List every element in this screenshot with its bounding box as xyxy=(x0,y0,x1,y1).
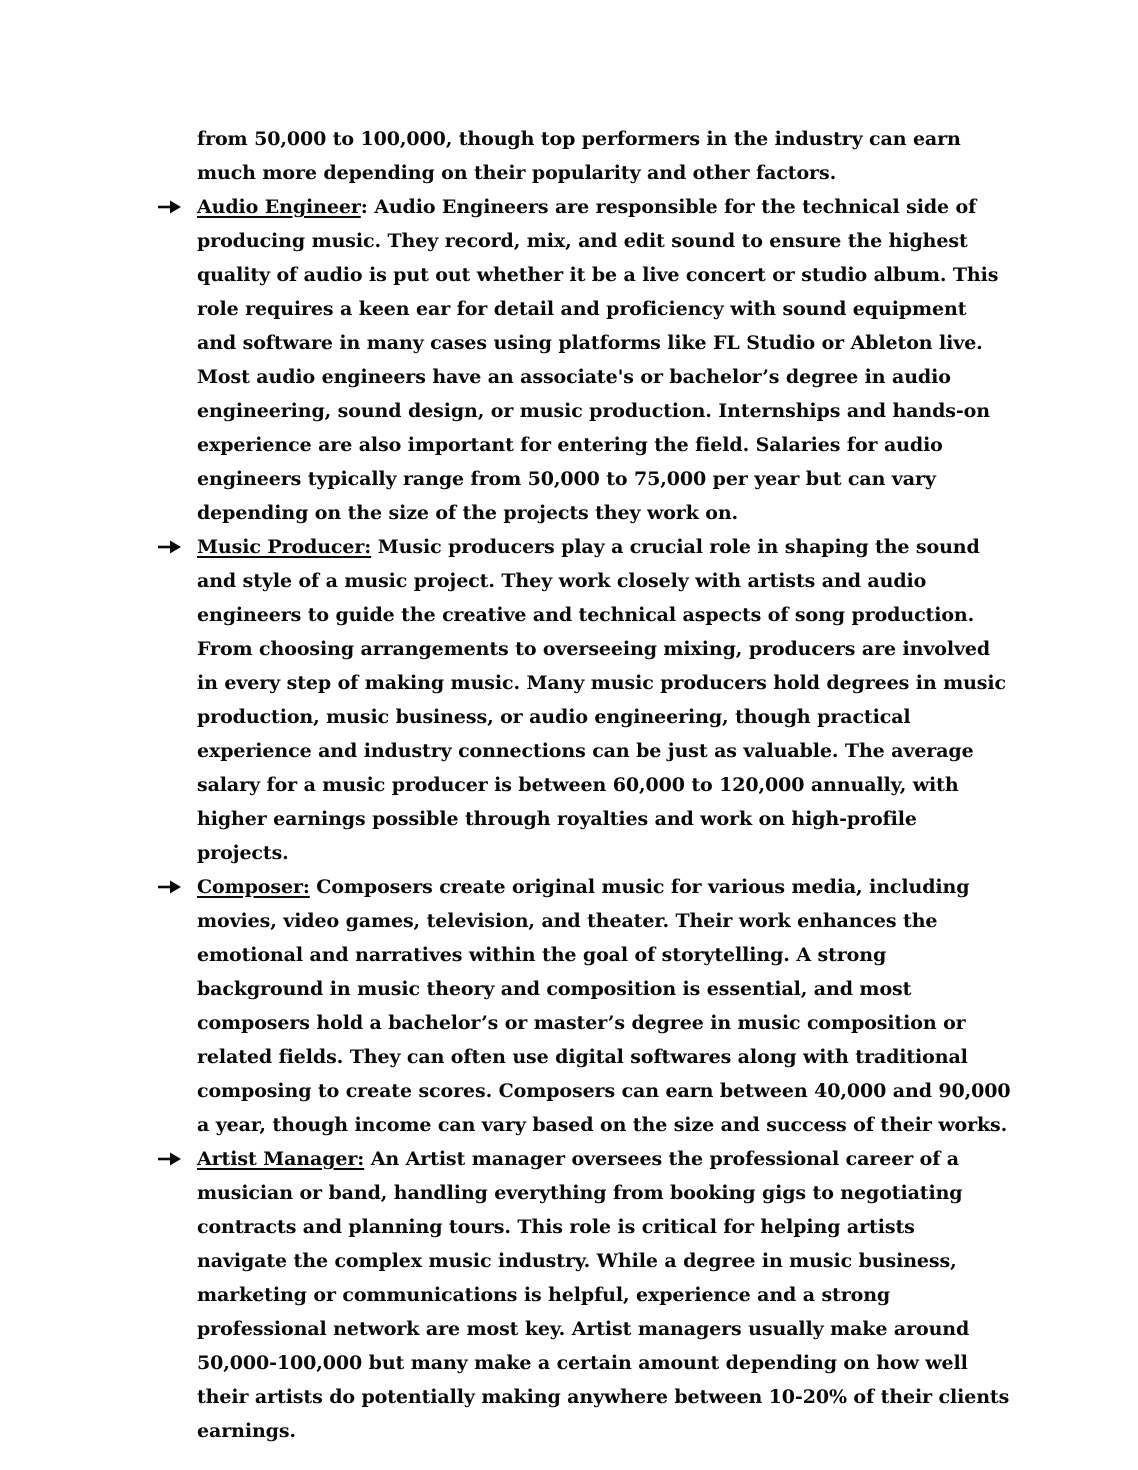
arrow-bullet-icon xyxy=(157,538,183,556)
term-composer: Composer: xyxy=(197,876,310,898)
continuation-text: from 50,000 to 100,000, though top performers in the industry can earn much more depending on their popularity and other factors. xyxy=(197,128,961,184)
list-item-audio-engineer xyxy=(197,190,1011,530)
list-item-music-producer xyxy=(197,530,1011,870)
bullet-body-text: Music producers play a crucial role in shaping the sound and style of a music project. They work closely with artists and audio engineers to guide the creative and technical aspects of song production. From choosing arrangements to overseeing mixing, producers are involved in every step of making music. Many music producers hold degrees in music production, music business, or audio engineering, though practical experience and industry connections can be just as valuable. The average salary for a music producer is between 60,000 to 120,000 annually, with higher earnings possible through royalties and work on high-profile projects. xyxy=(197,536,1006,864)
arrow-bullet-icon xyxy=(157,198,183,216)
term-audio-engineer: Audio Engineer xyxy=(197,196,361,218)
arrow-bullet-icon xyxy=(157,878,183,896)
term-music-producer: Music Producer: xyxy=(197,536,372,558)
term-artist-manager: Artist Manager: xyxy=(197,1148,365,1170)
list-item-composer xyxy=(197,870,1011,1142)
list-item-artist-manager xyxy=(197,1142,1011,1448)
arrow-bullet-icon xyxy=(157,1150,183,1168)
bullet-body-text: Composers create original music for various media, including movies, video games, television, and theater. Their work enhances the emotional and narratives within the goal of storytelling. A strong background in music theory and composition is essential, and most composers hold a bachelor’s or master’s degree in music composition or related fields. They can often use digital softwares along with traditional composing to create scores. Composers can earn between 40,000 and 90,000 a year, though income can vary based on the size and success of their works. xyxy=(197,876,1011,1136)
bullet-body-text: Audio Engineers are responsible for the technical side of producing music. They record, mix, and edit sound to ensure the highest quality of audio is put out whether it be a live concert or studio album. This role requires a keen ear for detail and proficiency with sound equipment and software in many cases using platforms like FL Studio or Ableton live. Most audio engineers have an associate's or bachelor’s degree in audio engineering, sound design, or music production. Internships and hands-on experience are also important for entering the field. Salaries for audio engineers typically range from 50,000 to 75,000 per year but can vary depending on the size of the projects they work on. xyxy=(197,196,999,524)
term-separator: : xyxy=(360,196,375,218)
paragraph-continuation xyxy=(197,122,1011,190)
document-text-block xyxy=(197,122,1011,1448)
bullet-body-text: An Artist manager oversees the professional career of a musician or band, handling everything from booking gigs to negotiating contracts and planning tours. This role is critical for helping artists navigate the complex music industry. While a degree in music business, marketing or communications is helpful, experience and a strong professional network are most key. Artist managers usually make around 50,000-100,000 but many make a certain amount depending on how well their artists do potentially making anywhere between 10-20% of their clients earnings. xyxy=(197,1148,1010,1442)
